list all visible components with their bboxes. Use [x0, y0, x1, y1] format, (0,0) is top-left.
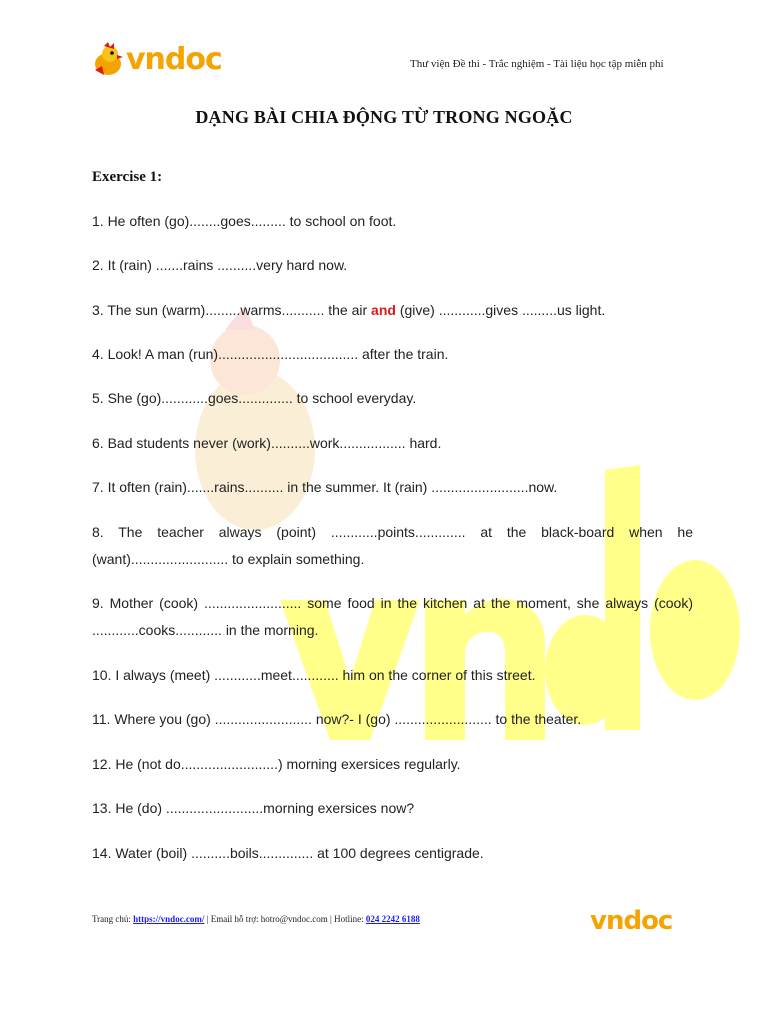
question-11: 11. Where you (go) ......................... now?- I (go) ......................... to the theater.: [92, 711, 582, 727]
question-9: 9. Mother (cook) ......................... some food in the kitchen at the moment, she always (cook) ............cooks............ in the morning.: [92, 595, 693, 638]
exercise-heading: Exercise 1:: [92, 169, 163, 185]
question-7: 7. It often (rain).......rains.......... in the summer. It (rain) .........................now.: [92, 479, 558, 495]
page-title: DẠNG BÀI CHIA ĐỘNG TỪ TRONG NGOẶC: [195, 107, 573, 127]
header-tagline: Thư viện Đề thi - Trắc nghiệm - Tài liệu học tập miễn phí: [410, 58, 664, 70]
footer-email: | Email hỗ trợ: hotro@vndoc.com | Hotline:: [204, 914, 366, 924]
mascot-icon: [92, 42, 126, 78]
page-footer: [92, 914, 420, 924]
logo-wordmark: vndoc: [126, 42, 222, 77]
question-3: [92, 297, 693, 324]
footer-prefix: Trang chủ:: [92, 914, 134, 924]
question-3-part-2: (give) ............gives .........us light.: [395, 302, 606, 318]
question-8: 8. The teacher always (point) ............points............. at the black-board when he (want)......................... to explain something.: [92, 524, 693, 567]
question-3-part-1: 3. The sun (warm).........warms........... the air: [92, 302, 372, 318]
question-4: 4. Look! A man (run).................................... after the train.: [92, 346, 449, 362]
footer-hotline-link[interactable]: 024 2242 6188: [365, 914, 420, 924]
question-3-highlight: and: [371, 302, 396, 318]
question-12: 12. He (not do.........................) morning exersices regularly.: [92, 756, 461, 772]
footer-logo[interactable]: vndoc: [590, 906, 673, 936]
question-1: 1. He often (go)........goes......... to school on foot.: [92, 213, 397, 229]
question-2: 2. It (rain) .......rains ..........very hard now.: [92, 257, 348, 273]
question-6: 6. Bad students never (work)..........work................. hard.: [92, 435, 442, 451]
question-14: 14. Water (boil) ..........boils.............. at 100 degrees centigrade.: [92, 845, 484, 861]
question-10: 10. I always (meet) ............meet............ him on the corner of this street.: [92, 667, 536, 683]
footer-home-link[interactable]: https://vndoc.com/: [133, 914, 205, 924]
vndoc-logo[interactable]: [92, 42, 242, 82]
question-13: 13. He (do) .........................morning exersices now?: [92, 800, 415, 816]
question-5: 5. She (go)............goes.............. to school everyday.: [92, 390, 417, 406]
